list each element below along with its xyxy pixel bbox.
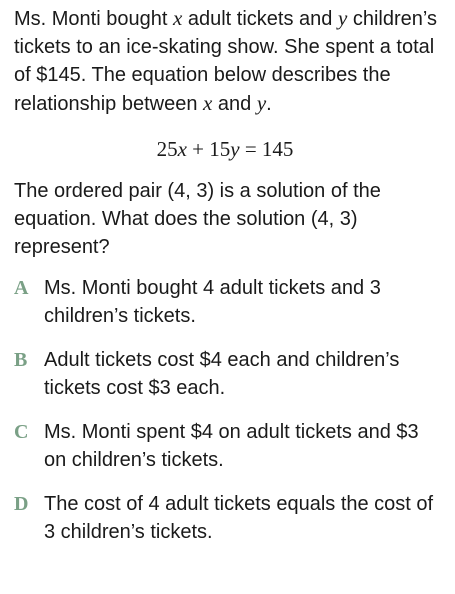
question-text: The ordered pair (4, 3) is a solution of the equation. What does the solution (4, 3) represent?: [14, 180, 381, 258]
question-page: [14, 4, 444, 562]
prompt-text-2: adult tickets and: [182, 8, 338, 30]
equation-coef-x: 25: [156, 137, 178, 161]
answer-choices: [14, 274, 444, 546]
equation: [14, 135, 444, 163]
prompt-text-1: Ms. Monti bought: [14, 8, 173, 30]
choice-d-text: The cost of 4 adult tickets equals the cost of 3 children’s tickets.: [44, 493, 434, 543]
choice-a-text: Ms. Monti bought 4 adult tickets and 3 children’s tickets.: [44, 277, 381, 327]
choice-b-text: Adult tickets cost $4 each and children’s tickets cost $3 each.: [44, 349, 400, 399]
equation-plus: + 15: [186, 137, 231, 161]
equation-var-x: x: [177, 137, 187, 161]
prompt-text-5: .: [266, 93, 272, 115]
choice-c[interactable]: [14, 418, 444, 474]
variable-y: y: [337, 6, 348, 30]
choice-c-text: Ms. Monti spent $4 on adult tickets and $3 on children’s tickets.: [44, 421, 419, 471]
variable-y-second: y: [256, 91, 267, 115]
choice-b[interactable]: [14, 346, 444, 402]
variable-x-second: x: [203, 91, 213, 115]
choice-d[interactable]: [14, 490, 444, 546]
choice-a-letter: A: [14, 277, 29, 299]
variable-x: x: [172, 6, 183, 30]
choice-c-letter: C: [14, 421, 29, 443]
equation-equals: = 145: [239, 137, 294, 161]
equation-var-y: y: [230, 137, 240, 161]
choice-d-letter: D: [14, 493, 29, 515]
choice-a[interactable]: [14, 274, 444, 330]
problem-prompt: [14, 4, 444, 118]
prompt-text-3: children’s tickets to an ice-skating show. She spent a total of $145. The equation below describes the relationship between: [14, 8, 437, 115]
choice-b-letter: B: [14, 349, 28, 371]
prompt-text-4: and: [212, 93, 257, 115]
